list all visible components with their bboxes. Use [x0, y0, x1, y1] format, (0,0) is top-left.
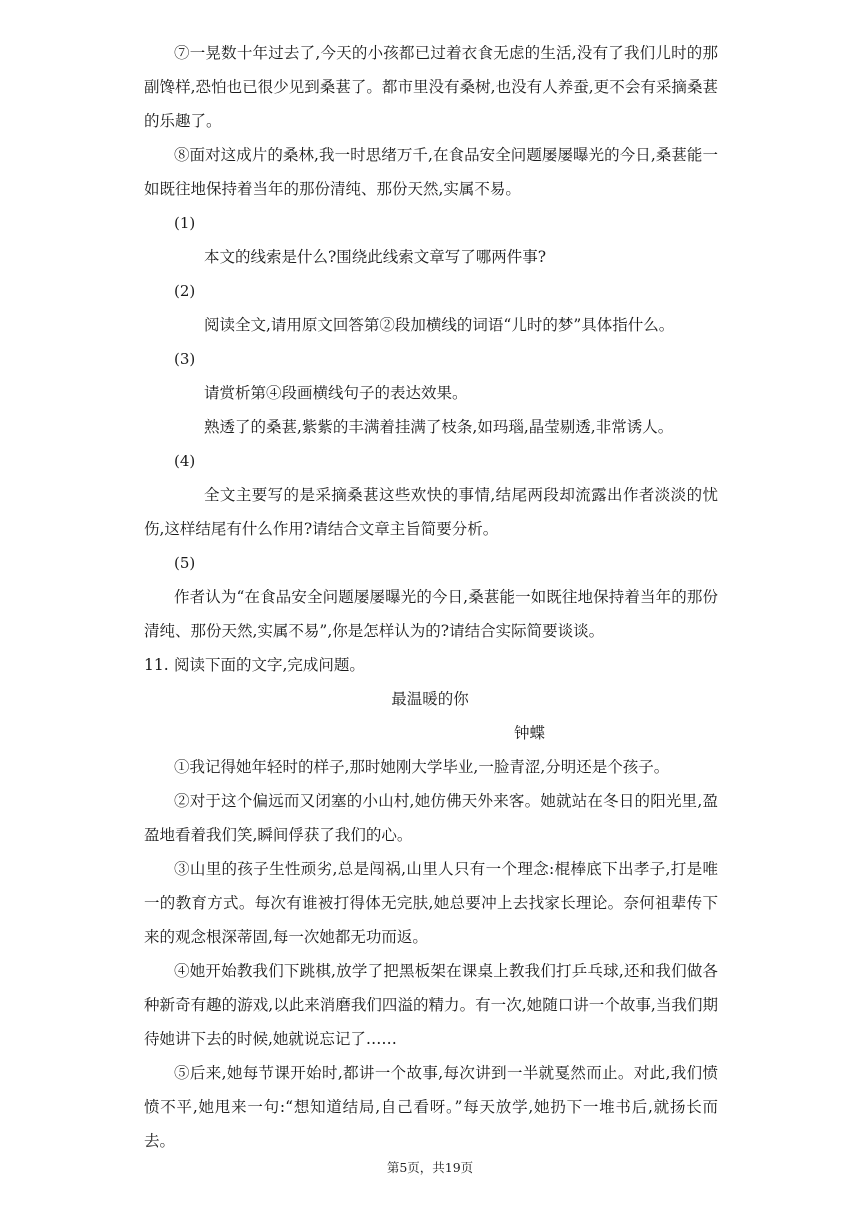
question-2-text: 阅读全文,请用原文回答第②段加横线的词语“儿时的梦”具体指什么。 — [204, 316, 675, 334]
article-paragraph-5: ⑤后来,她每节课开始时,都讲一个故事,每次讲到一半就戛然而止。对此,我们愤愤不平,她甩来一句:“想知道结局,自己看呀。”每天放学,她扔下一堆书后,就扬长而去。 — [144, 1064, 718, 1150]
article-paragraph-4: ④她开始教我们下跳棋,放学了把黑板架在课桌上教我们打乒乓球,还和我们做各种新奇有趣的游戏,以此来消磨我们四溢的精力。有一次,她随口讲一个故事,当我们期待她讲下去的时候,她就说忘记了…… — [144, 962, 718, 1048]
question-5-number: (5) — [174, 554, 196, 572]
item-11-heading — [0, 648, 860, 682]
question-2-body — [0, 308, 860, 342]
question-3-number: (3) — [174, 350, 196, 368]
article-title: 最温暖的你 — [391, 690, 469, 708]
article-paragraph-2: ②对于这个偏远而又闭塞的小山村,她仿佛天外来客。她就站在冬日的阳光里,盈盈地看着我们笑,瞬间俘获了我们的心。 — [144, 792, 718, 844]
question-1-text: 本文的线索是什么?围绕此线索文章写了哪两件事? — [204, 248, 547, 266]
question-4-text: 全文主要写的是采摘桑葚这些欢快的事情,结尾两段却流露出作者淡淡的忧伤,这样结尾有什么作用?请结合文章主旨简要分析。 — [144, 486, 718, 538]
paragraph-8: ⑧面对这成片的桑林,我一时思绪万千,在食品安全问题屡屡曝光的今日,桑葚能一如既往地保持着当年的那份清纯、那份天然,实属不易。 — [144, 146, 718, 198]
item-11-number: 11. — [144, 656, 169, 674]
question-1-body — [0, 240, 860, 274]
article-paragraph-3: ③山里的孩子生性顽劣,总是闯祸,山里人只有一个理念:棍棒底下出孝子,打是唯一的教育方式。每次有谁被打得体无完肤,她总要冲上去找家长理论。奈何祖辈传下来的观念根深蒂固,每一次她都无功而返。 — [144, 860, 718, 946]
question-3-text: 请赏析第④段画横线句子的表达效果。 — [204, 384, 468, 402]
article-paragraph-1: ①我记得她年轻时的样子,那时她刚大学毕业,一脸青涩,分明还是个孩子。 — [174, 758, 670, 776]
question-1-number: (1) — [174, 214, 196, 232]
page-footer: 第5页，共19页 — [386, 1160, 474, 1175]
question-3-quote: 熟透了的桑葚,紫紫的丰满着挂满了枝条,如玛瑙,晶莹剔透,非常诱人。 — [204, 418, 674, 436]
item-11-instruction: 阅读下面的文字,完成问题。 — [174, 656, 365, 674]
question-4-number: (4) — [174, 452, 196, 470]
question-2-number: (2) — [174, 282, 196, 300]
page-content — [0, 36, 860, 1158]
question-5-text: 作者认为“在食品安全问题屡屡曝光的今日,桑葚能一如既往地保持着当年的那份清纯、那份天然,实属不易”,你是怎样认为的?请结合实际简要谈谈。 — [144, 588, 718, 640]
paragraph-7: ⑦一晃数十年过去了,今天的小孩都已过着衣食无虑的生活,没有了我们儿时的那副馋样,恐怕也已很少见到桑葚了。都市里没有桑树,也没有人养蚕,更不会有采摘桑葚的乐趣了。 — [144, 44, 718, 130]
article-author: 钟蝶 — [514, 724, 546, 742]
question-3-body — [0, 376, 860, 444]
